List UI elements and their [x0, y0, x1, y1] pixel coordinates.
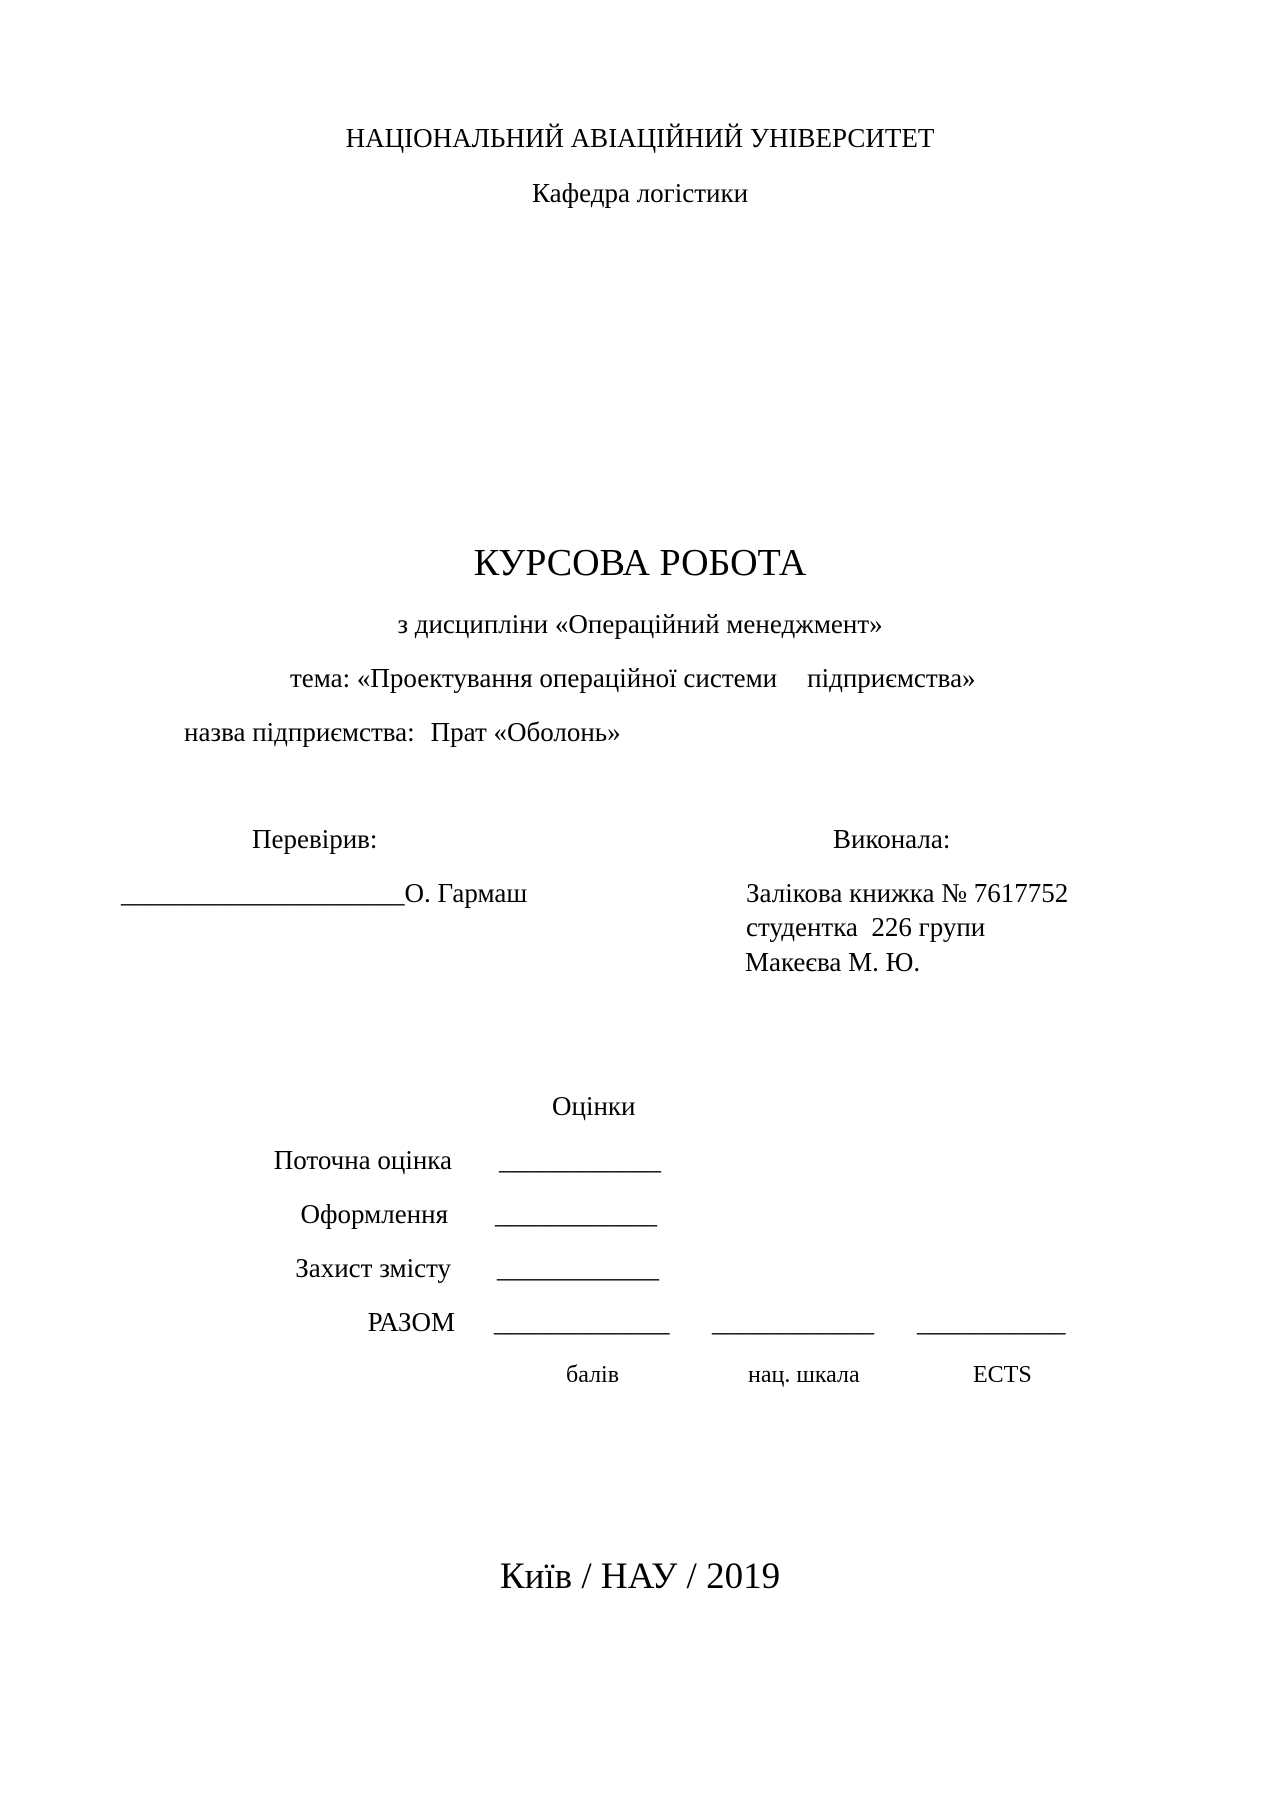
checked-label: Перевірив:	[252, 824, 378, 854]
caption-national-scale: нац. шкала	[748, 1362, 860, 1388]
grade-line-formatting: ____________	[495, 1199, 657, 1229]
signature-line: _____________________	[121, 878, 405, 908]
total-label: РАЗОМ	[367, 1307, 455, 1337]
company-line	[184, 715, 621, 749]
discipline-line: з дисципліни «Операційний менеджмент»	[397, 609, 883, 639]
caption-points: балів	[566, 1362, 620, 1388]
document-title: КУРСОВА РОБОТА	[473, 542, 807, 584]
total-line-national: ____________	[712, 1307, 874, 1337]
grade-line-defense: ____________	[497, 1253, 659, 1283]
checker-name: О. Гармаш	[404, 878, 528, 908]
performed-label: Виконала:	[833, 824, 951, 854]
topic-suffix: підприємства»	[807, 663, 976, 693]
grade-label-current: Поточна оцінка	[273, 1145, 452, 1175]
department-name: Кафедра логістики	[531, 178, 749, 208]
grades-heading: Оцінки	[552, 1091, 636, 1121]
grade-line-current: ____________	[499, 1145, 661, 1175]
student-group: студентка 226 групи	[746, 912, 986, 942]
checked-signature	[121, 876, 527, 910]
total-line-ects: ___________	[917, 1307, 1066, 1337]
topic-prefix: тема: «Проектування операційної системи	[290, 663, 778, 693]
footer-city-year: Київ / НАУ / 2019	[499, 1556, 781, 1597]
company-name: Прат «Оболонь»	[430, 717, 621, 747]
student-name: Макеєва М. Ю.	[745, 947, 921, 977]
caption-ects: ECTS	[973, 1362, 1032, 1388]
record-book: Залікова книжка № 7617752	[746, 878, 1069, 908]
topic-line	[290, 661, 976, 695]
university-name: НАЦІОНАЛЬНИЙ АВІАЦІЙНИЙ УНІВЕРСИТЕТ	[345, 123, 935, 153]
grade-label-formatting: Оформлення	[300, 1199, 448, 1229]
total-line-points: _____________	[494, 1307, 670, 1337]
company-label: назва підприємства:	[184, 717, 415, 747]
grade-label-defense: Захист змісту	[295, 1253, 451, 1283]
